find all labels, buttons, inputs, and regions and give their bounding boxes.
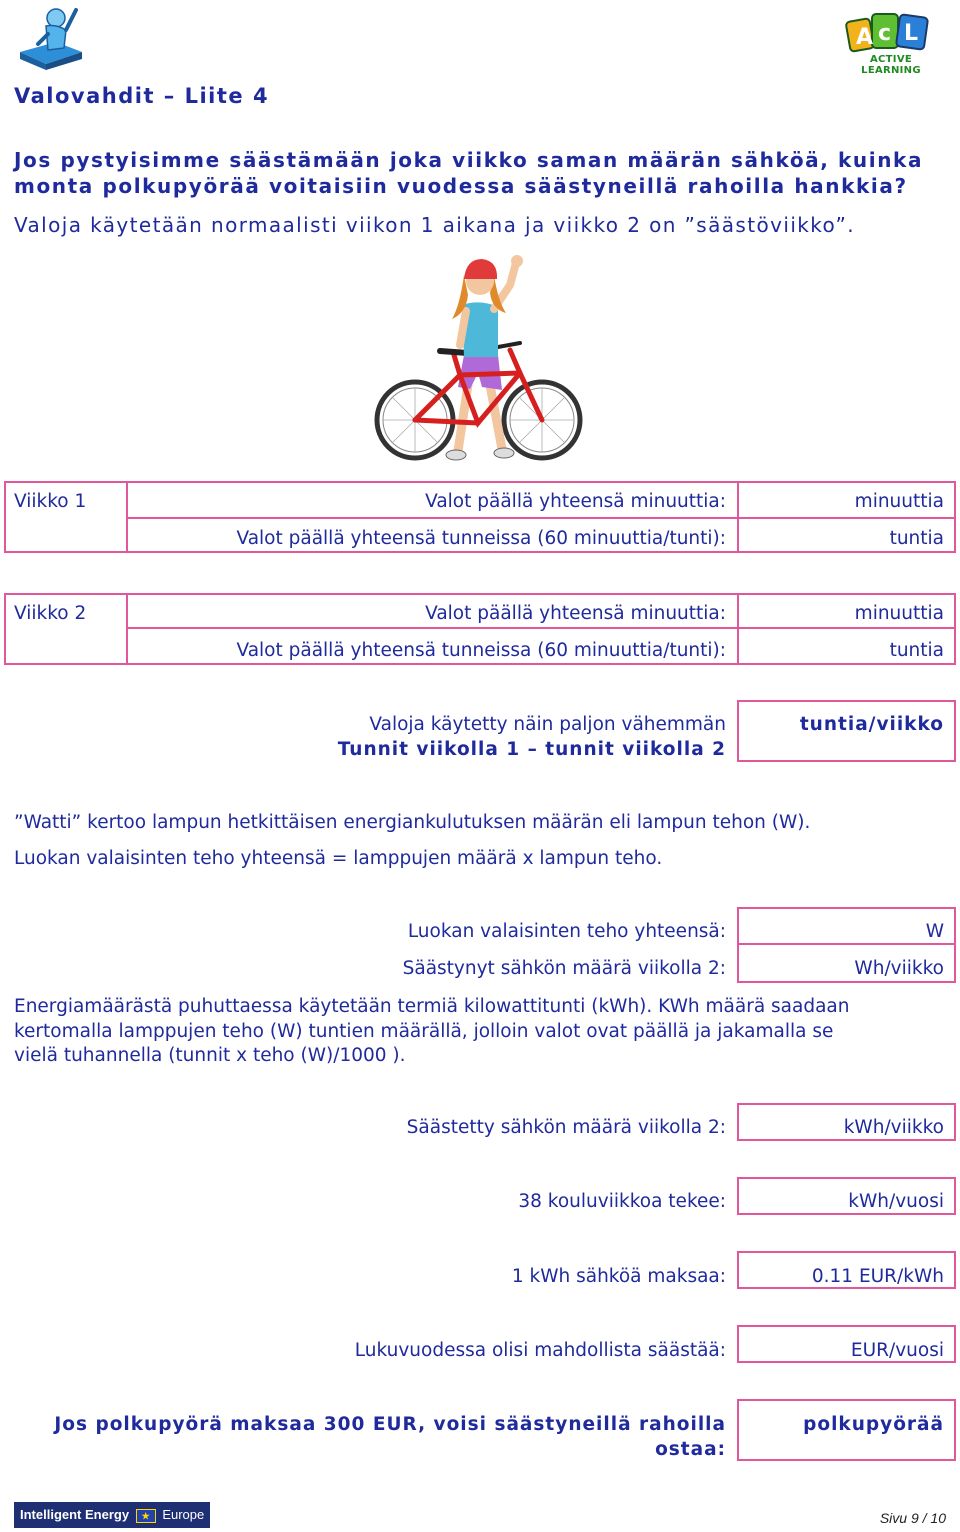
week1-minutes-unit: minuuttia <box>854 491 944 512</box>
kwh-info-paragraph <box>14 995 944 1069</box>
calc-label-school-weeks: 38 kouluviikkoa tekee: <box>518 1191 726 1212</box>
divider <box>126 627 956 629</box>
power-total-unit: W <box>925 921 944 942</box>
week2-hours-field[interactable] <box>742 640 944 661</box>
calc-label-saved-kwh: Säästetty sähkön määrä viikolla 2: <box>406 1117 726 1138</box>
page-title: Valovahdit – Liite 4 <box>14 84 270 108</box>
footer-logo-text-2: Europe <box>162 1507 205 1522</box>
logo-letters: A <box>856 25 874 50</box>
logo-caption: ACTIVE LEARNING <box>861 54 921 76</box>
eu-flag-icon: ★ <box>136 1509 156 1523</box>
week1-label: Viikko 1 <box>14 491 87 512</box>
week1-hours-label: Valot päällä yhteensä tunneissa (60 minuuttia/tunti): <box>236 528 726 549</box>
girl-with-bicycle-illustration <box>370 255 590 470</box>
difference-label: Valoja käytetty näin paljon vähemmän <box>369 714 726 735</box>
calc-unit-yearly-saving: EUR/vuosi <box>850 1340 944 1361</box>
week2-minutes-field[interactable] <box>742 603 944 624</box>
divider <box>737 943 956 945</box>
week2-minutes-label: Valot päällä yhteensä minuuttia: <box>425 603 726 624</box>
week1-minutes-label: Valot päällä yhteensä minuuttia: <box>425 491 726 512</box>
kwh-info-line-1: Energiamäärästä puhuttaessa käytetään termiä kilowattitunti (kWh). KWh määrä saadaan <box>14 996 850 1017</box>
info-line: Valoja käytetään normaalisti viikon 1 aikana ja viikko 2 on ”säästöviikko”. <box>14 213 855 237</box>
footer-logo-text-1: Intelligent Energy <box>20 1507 130 1522</box>
week1-hours-unit: tuntia <box>889 528 944 549</box>
power-total-label: Luokan valaisinten teho yhteensä: <box>407 921 726 942</box>
week2-label: Viikko 2 <box>14 603 87 624</box>
divider <box>126 593 128 665</box>
power-total-field[interactable] <box>742 921 944 942</box>
question-line-2: monta polkupyörää voitaisiin vuodessa säästyneillä rahoilla hankkia? <box>14 174 908 198</box>
question-line-1: Jos pystyisimme säästämään joka viikko saman määrän sähköä, kuinka <box>14 148 924 172</box>
calc-label-yearly-saving: Lukuvuodessa olisi mahdollista säästää: <box>354 1340 726 1361</box>
calc-label-kwh-price: 1 kWh sähköä maksaa: <box>511 1266 726 1287</box>
intelligent-energy-europe-logo <box>14 1502 210 1528</box>
svg-text:c: c <box>878 21 892 46</box>
divider <box>737 593 739 665</box>
kwh-info-line-3: vielä tuhannella (tunnit x teho (W)/1000 ). <box>14 1045 406 1066</box>
left-logo <box>16 4 86 70</box>
saved-energy-field[interactable] <box>742 958 944 979</box>
watt-info-line-1: ”Watti” kertoo lampun hetkittäisen energiankulutuksen määrän eli lampun tehon (W). <box>14 812 811 833</box>
week1-hours-field[interactable] <box>742 528 944 549</box>
week2-minutes-unit: minuuttia <box>854 603 944 624</box>
svg-text:L: L <box>904 21 919 46</box>
calc-unit-school-weeks: kWh/vuosi <box>848 1191 944 1212</box>
calc-unit-saved-kwh: kWh/viikko <box>843 1117 944 1138</box>
final-unit: polkupyörää <box>803 1414 944 1435</box>
week2-hours-label: Valot päällä yhteensä tunneissa (60 minuuttia/tunti): <box>236 640 726 661</box>
watt-info-line-2: Luokan valaisinten teho yhteensä = lamppujen määrä x lampun teho. <box>14 848 663 869</box>
active-learning-logo <box>840 6 940 76</box>
kwh-info-line-2: kertomalla lamppujen teho (W) tuntien määrällä, jolloin valot ovat päällä ja jakamalla se <box>14 1020 834 1042</box>
final-question-line-2: ostaa: <box>655 1439 726 1460</box>
calc-unit-kwh-price: 0.11 EUR/kWh <box>811 1266 944 1287</box>
page-number: Sivu 9 / 10 <box>879 1510 946 1526</box>
saved-energy-label: Säästynyt sähkön määrä viikolla 2: <box>402 958 726 979</box>
difference-unit: tuntia/viikko <box>799 714 944 735</box>
difference-formula: Tunnit viikolla 1 – tunnit viikolla 2 <box>337 739 726 760</box>
final-question-line-1: Jos polkupyörä maksaa 300 EUR, voisi säästyneillä rahoilla <box>54 1414 726 1435</box>
week2-hours-unit: tuntia <box>889 640 944 661</box>
week1-minutes-field[interactable] <box>742 491 944 512</box>
divider <box>126 517 956 519</box>
saved-energy-unit: Wh/viikko <box>854 958 944 979</box>
